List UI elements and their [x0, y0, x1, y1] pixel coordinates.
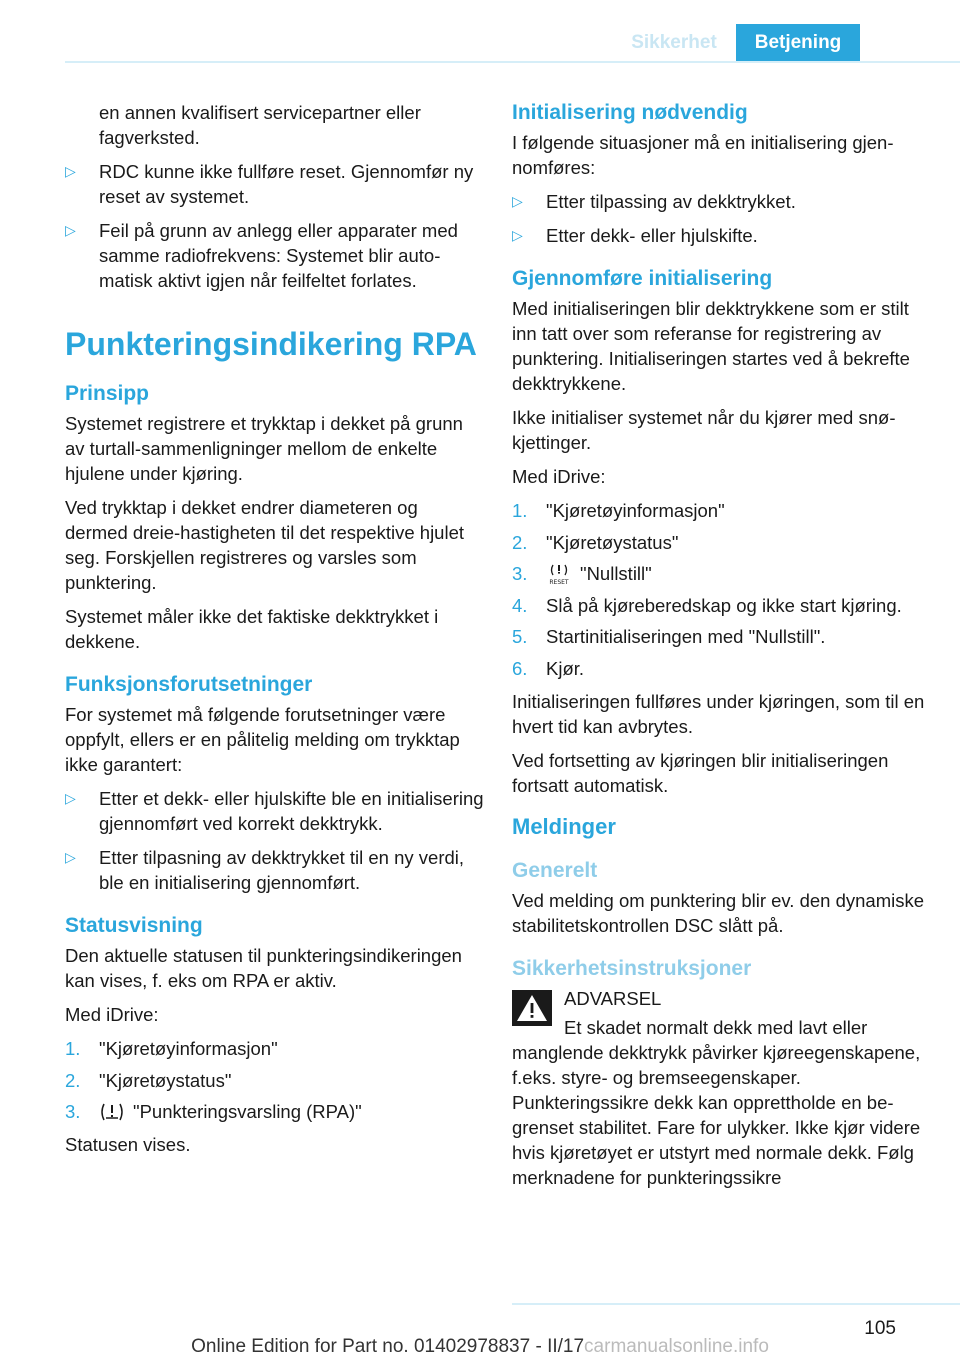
- bullet-list-top: [65, 159, 485, 293]
- tyre-reset-icon: [546, 563, 572, 585]
- triangle-right-icon: ▷: [65, 849, 76, 865]
- steps-init: [512, 498, 932, 681]
- steps-status: [65, 1036, 485, 1124]
- list-item: 1. "Kjøretøyinformasjon": [512, 500, 725, 521]
- list-item: 5. Startinitialiseringen med "Nullstill".: [512, 626, 826, 647]
- list-item: 1. "Kjøretøyinformasjon": [65, 1038, 278, 1059]
- tab-sikkerhet[interactable]: Sikkerhet: [631, 32, 717, 53]
- warning-text-first: Et skadet normalt dekk med lavt eller: [564, 1016, 868, 1038]
- triangle-right-icon: ▷: [512, 193, 523, 209]
- heading-init-do: Gjennomføre initialisering: [512, 267, 773, 290]
- list-item: ▷ Feil på grunn av anlegg eller apparater med samme radiofrekvens: Systemet blir automatisk aktivt igjen når feilfeltet forlates.: [65, 220, 458, 291]
- list-item: 3. "Punkteringsvarsling (RPA)": [65, 1101, 362, 1122]
- paragraph: Initialiseringen fullføres under kjøringen, som til en hvert tid kan avbrytes.: [512, 690, 925, 737]
- footer-rule: [512, 1303, 960, 1305]
- list-item: ▷ RDC kunne ikke fullføre reset. Gjennomfør ny reset av systemet.: [65, 161, 474, 207]
- triangle-right-icon: ▷: [512, 227, 523, 243]
- paragraph: Systemet måler ikke det faktiske dekktrykket i dekkene.: [65, 606, 439, 652]
- heading-generelt: Generelt: [512, 858, 598, 882]
- paragraph: Ved fortsetting av kjøringen blir initialiseringen fortsatt automatisk.: [512, 749, 889, 796]
- heading-safety: Sikkerhetsinstruksjoner: [512, 956, 752, 980]
- paragraph: Systemet registrere et trykktap i dekket på grunn av turtall-sammenligninger mellom de enkelte hjulene under kjøring.: [65, 413, 463, 484]
- triangle-right-icon: ▷: [65, 222, 76, 238]
- footer-edition: Online Edition for Part no. 01402978837 - II/17carmanualsonline.info: [191, 1336, 769, 1357]
- list-item: 2. "Kjøretøystatus": [65, 1069, 232, 1091]
- triangle-right-icon: ▷: [65, 790, 76, 806]
- page-number: 105: [864, 1318, 896, 1339]
- paragraph: Statusen vises.: [65, 1134, 191, 1155]
- heading-init-needed: Initialisering nødvendig: [512, 101, 748, 124]
- list-item: 4. Slå på kjøreberedskap og ikke start kjøring.: [512, 594, 902, 616]
- list-item: ▷ Etter et dekk- eller hjulskifte ble en initialisering gjennomført ved korrekt dekktrykk.: [65, 788, 484, 834]
- paragraph: Med iDrive:: [65, 1004, 159, 1025]
- heading-prinsipp: Prinsipp: [65, 382, 150, 405]
- paragraph: Ikke initialiser systemet når du kjører med snøkjettinger.: [512, 407, 896, 453]
- warning-text: manglende dekktrykk påvirker kjøreegenskapene, f.eks. styre- og bremseegenskaper. Punkteringssikre dekk kan opprettholde en begrenset stabilitet. Fare for ulykker. Ikke kjør videre hvis kjøretøyet er utstyrt med normale dekk. Følg merknadene for punkteringssikre: [512, 1041, 921, 1188]
- watermark: carmanualsonline.info: [584, 1336, 769, 1357]
- tab-betjening[interactable]: Betjening: [736, 24, 860, 61]
- right-column: [512, 100, 932, 1199]
- list-item: ▷ Etter tilpasning av dekktrykket til en ny verdi, ble en initialisering gjennomført.: [65, 847, 465, 893]
- continued-text: en annen kvalifisert servicepartner eller fagverksted.: [99, 102, 421, 148]
- bullet-list-funksjon: [65, 786, 485, 895]
- triangle-right-icon: ▷: [65, 163, 76, 179]
- left-column: [65, 100, 485, 1166]
- warning-triangle-icon: [512, 990, 552, 1026]
- section-title: Punkteringsindikering RPA: [65, 326, 477, 362]
- paragraph: For systemet må følgende forutsetninger være oppfylt, ellers er en pålitelig melding om trykktap ikke garantert:: [65, 704, 460, 775]
- list-item: 2. "Kjøretøystatus": [512, 531, 679, 553]
- paragraph: Med iDrive:: [512, 466, 606, 487]
- list-item: 6. Kjør.: [512, 657, 585, 679]
- heading-funksjon: Funksjonsforutsetninger: [65, 673, 313, 696]
- list-item: ▷ Etter dekk- eller hjulskifte.: [512, 225, 758, 246]
- warning-title: ADVARSEL: [564, 987, 662, 1009]
- heading-status: Statusvisning: [65, 914, 203, 937]
- svg-text:RESET: RESET: [549, 579, 569, 585]
- heading-meldinger: Meldinger: [512, 813, 616, 839]
- paragraph: Med initialiseringen blir dekktrykkene som er stilt inn tatt over som referanse for registrering av punktering. Initialiseringen startes ved å bekrefte dekktrykkene.: [512, 298, 910, 394]
- bullet-list-init: [512, 189, 932, 248]
- paragraph: Ved melding om punktering blir ev. den dynamiske stabilitetskontrollen DSC slått på.: [512, 889, 925, 936]
- tyre-warning-icon: [99, 1101, 125, 1123]
- paragraph: I følgende situasjoner må en initialisering gjennomføres:: [512, 132, 894, 178]
- paragraph: Den aktuelle statusen til punkteringsindikeringen kan vises, f. eks om RPA er aktiv.: [65, 945, 462, 991]
- warning-block: [512, 986, 932, 1190]
- list-item: ▷ Etter tilpassing av dekktrykket.: [512, 191, 796, 212]
- paragraph: Ved trykktap i dekket endrer diameteren og dermed dreie-hastigheten til det respektive hjulet seg. Forskjellen registreres og varsles som punktering.: [65, 497, 465, 593]
- header-rule: [65, 61, 960, 63]
- list-item: 3. RESET "Nullstill": [512, 563, 652, 585]
